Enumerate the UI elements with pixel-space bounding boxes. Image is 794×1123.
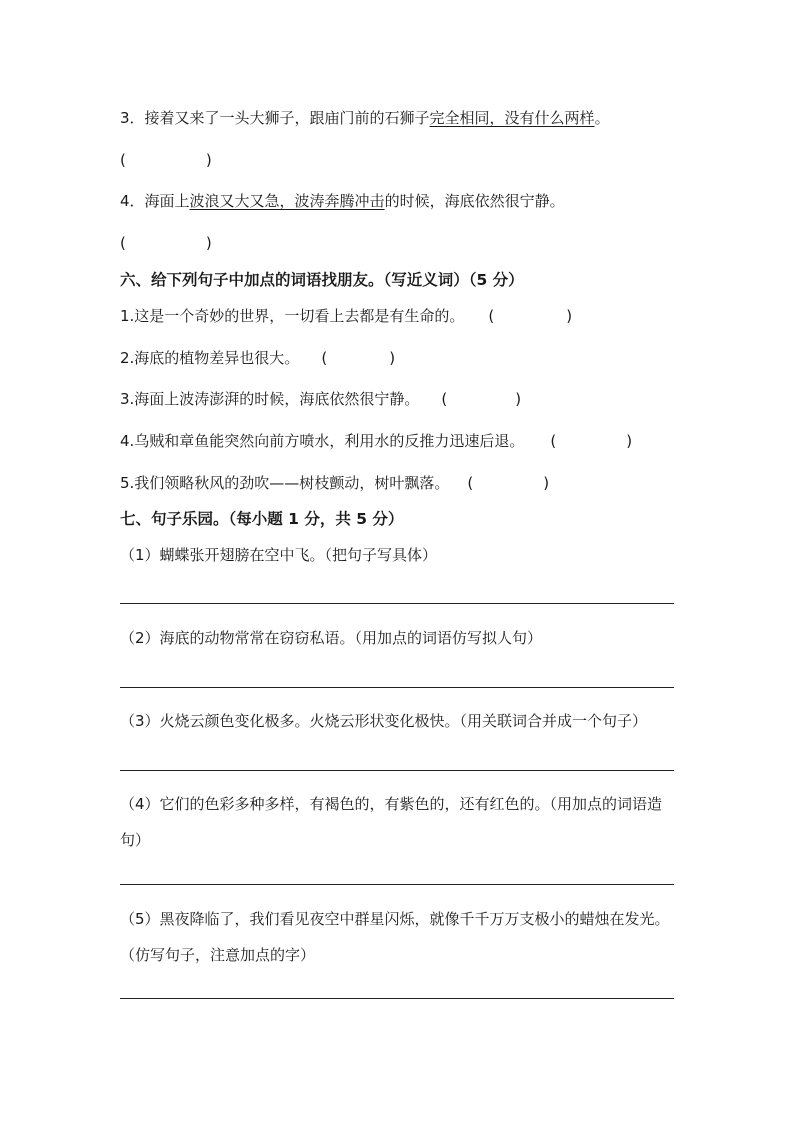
paren-open: (: [120, 234, 126, 252]
item-text: 4.乌贼和章鱼能突然向前方喷水，利用水的反推力迅速后退。: [120, 432, 525, 450]
question-4: [120, 191, 565, 211]
paren-open: (: [120, 151, 126, 169]
question-3: [120, 108, 610, 128]
section-6-item-1: [120, 306, 572, 326]
question-3-prefix: 3．接着又来了一头大狮子，跟庙门前的石狮子: [120, 109, 430, 127]
item-text: 3.海面上波涛澎湃的时候，海底依然很宁静。: [120, 390, 420, 408]
answer-line-4[interactable]: [120, 884, 674, 885]
question-4-suffix: 的时候，海底依然很宁静。: [384, 192, 565, 210]
section-7-item-1: （1）蝴蝶张开翅膀在空中飞。（把句子写具体）: [120, 546, 438, 564]
answer-blank[interactable]: ( ): [550, 432, 633, 450]
section-7-item-3: （3）火烧云颜色变化极多。火烧云形状变化极快。（用关联词合并成一个句子）: [120, 712, 648, 730]
section-6-item-4: [120, 431, 632, 451]
section-6-item-5: [120, 473, 549, 493]
section-6-item-2: [120, 348, 395, 368]
item-text: 2.海底的植物差异也很大。: [120, 349, 300, 367]
answer-blank-3[interactable]: [120, 150, 212, 170]
paren-close: ): [205, 151, 212, 169]
answer-blank[interactable]: ( ): [467, 474, 550, 492]
section-7-item-5: （5）黑夜降临了，我们看见夜空中群星闪烁，就像千千万万支极小的蜡烛在发光。（仿写句子，注意加点的字）: [120, 910, 670, 964]
answer-blank-4[interactable]: [120, 233, 212, 253]
answer-blank[interactable]: ( ): [488, 307, 573, 325]
section-7-item-4: （4）它们的色彩多种多样，有褐色的，有紫色的，还有红色的。（用加点的词语造句）: [120, 795, 663, 849]
section-6-item-3: [120, 389, 521, 409]
question-4-underlined-phrase: 波浪又大又急，波涛奔腾冲击: [189, 192, 385, 210]
item-text: 5.我们领略秋风的劲吹——树枝颤动，树叶飘落。: [120, 474, 450, 492]
answer-blank[interactable]: ( ): [441, 390, 522, 408]
answer-line-3[interactable]: [120, 770, 674, 771]
section-7-item-2: （2）海底的动物常常在窃窃私语。（用加点的词语仿写拟人句）: [120, 629, 543, 647]
question-4-prefix: 4．海面上: [120, 192, 190, 210]
paren-close: ): [205, 234, 212, 252]
answer-line-5[interactable]: [120, 998, 674, 999]
question-3-suffix: 。: [594, 109, 610, 127]
answer-line-2[interactable]: [120, 687, 674, 688]
answer-blank[interactable]: ( ): [321, 349, 396, 367]
section-7-title: 七、句子乐园。（每小题 1 分，共 5 分）: [120, 510, 404, 528]
section-6-title: 六、给下列句子中加点的词语找朋友。（写近义词）（5 分）: [120, 271, 524, 289]
question-3-underlined-phrase: 完全相同，没有什么两样: [429, 109, 595, 127]
item-text: 1.这是一个奇妙的世界，一切看上去都是有生命的。: [120, 307, 465, 325]
answer-line-1[interactable]: [120, 603, 674, 604]
